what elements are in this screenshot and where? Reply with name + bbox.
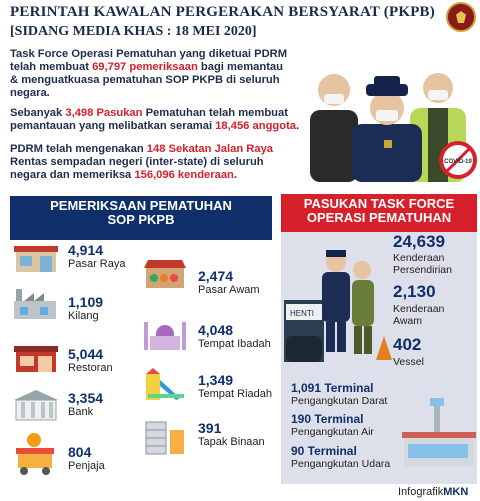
playground-icon xyxy=(140,366,190,404)
covid-sign-label: COVID-19 xyxy=(444,159,472,165)
mosque-icon xyxy=(140,316,190,354)
bank-icon xyxy=(12,388,60,422)
water-terminal-value: 190 Terminal xyxy=(291,412,364,426)
vessel-value: 402 xyxy=(393,335,422,354)
private-vehicle-value: 24,639 xyxy=(393,232,445,251)
footer-credit: InfografikMKN xyxy=(398,486,469,498)
page-title: PERINTAH KAWALAN PERGERAKAN BERSYARAT (PKPB) xyxy=(10,4,435,20)
supermarket-value: 4,914 xyxy=(68,242,104,258)
airport-terminal-icon xyxy=(400,392,476,472)
vehicle-count: 156,096 kenderaan xyxy=(134,169,234,181)
page-subtitle: [SIDANG MEDIA KHAS : 18 MEI 2020] xyxy=(10,24,257,39)
hawker-icon xyxy=(10,432,60,476)
enforcement-officers-illustration xyxy=(300,50,478,182)
land-terminal-label: Pengangkutan Darat xyxy=(291,395,388,407)
private-vehicle-label-1: Kenderaan xyxy=(393,252,445,264)
right-section-heading: PASUKAN TASK FORCE OPERASI PEMATUHAN xyxy=(281,194,477,238)
land-terminal-value: 1,091 Terminal xyxy=(291,381,374,395)
intro-paragraph-3: PDRM telah mengenakan 148 Sekatan Jalan Raya Rentas sempadan negeri (inter-state) di seluruh negara dan memeriksa 156,096 kenderaan. xyxy=(10,143,274,181)
market-icon xyxy=(140,256,190,294)
market-value: 2,474 xyxy=(198,268,234,284)
playground-label: Tempat Riadah xyxy=(198,388,272,400)
hawker-label: Penjaja xyxy=(68,460,105,472)
playground-value: 1,349 xyxy=(198,372,234,388)
construction-value: 391 xyxy=(198,420,222,436)
bank-value: 3,354 xyxy=(68,390,104,406)
vessel-label: Vessel xyxy=(393,356,424,368)
mkn-logo-icon xyxy=(446,2,476,32)
air-terminal-label: Pengangkutan Udara xyxy=(291,458,391,470)
air-terminal-value: 90 Terminal xyxy=(291,444,357,458)
factory-icon xyxy=(10,287,60,321)
team-count: 3,498 Pasukan xyxy=(65,107,143,119)
public-vehicle-value: 2,130 xyxy=(393,282,436,301)
bank-label: Bank xyxy=(68,406,94,418)
public-vehicle-label-2: Awam xyxy=(393,315,422,327)
water-terminal-label: Pengangkutan Air xyxy=(291,426,374,438)
mosque-label: Tempat Ibadah xyxy=(198,338,271,350)
construction-label: Tapak Binaan xyxy=(198,436,265,448)
supermarket-icon xyxy=(12,240,60,274)
market-label: Pasar Awam xyxy=(198,284,260,296)
public-vehicle-label-1: Kenderaan xyxy=(393,303,445,315)
left-section-heading: PEMERIKSAAN PEMATUHAN SOP PKPB xyxy=(10,196,272,240)
construction-icon xyxy=(140,416,190,456)
hawker-value: 804 xyxy=(68,444,92,460)
factory-label: Kilang xyxy=(68,310,99,322)
roadblock-sign-label: HENTI xyxy=(290,309,314,318)
roadblock-illustration xyxy=(284,240,394,362)
factory-value: 1,109 xyxy=(68,294,104,310)
supermarket-label: Pasar Raya xyxy=(68,258,126,270)
private-vehicle-label-2: Persendirian xyxy=(393,264,452,276)
roadblock-count: 148 Sekatan Jalan Raya xyxy=(146,143,274,155)
restaurant-label: Restoran xyxy=(68,362,113,374)
intro-paragraph-2: Sebanyak 3,498 Pasukan Pematuhan telah membuat pemantauan yang melibatkan seramai 18,456 anggota. xyxy=(10,107,300,132)
inspection-count: 69,797 pemeriksaan xyxy=(92,61,198,73)
member-count: 18,456 anggota xyxy=(215,120,297,132)
restaurant-icon xyxy=(12,342,60,374)
restaurant-value: 5,044 xyxy=(68,346,104,362)
mosque-value: 4,048 xyxy=(198,322,234,338)
intro-paragraph-1: Task Force Operasi Pematuhan yang diketuai PDRM telah membuat 69,797 pemeriksaan bagi memantau & menguatkuasa pematuhan SOP PKPB di seluruh negara. xyxy=(10,48,288,99)
